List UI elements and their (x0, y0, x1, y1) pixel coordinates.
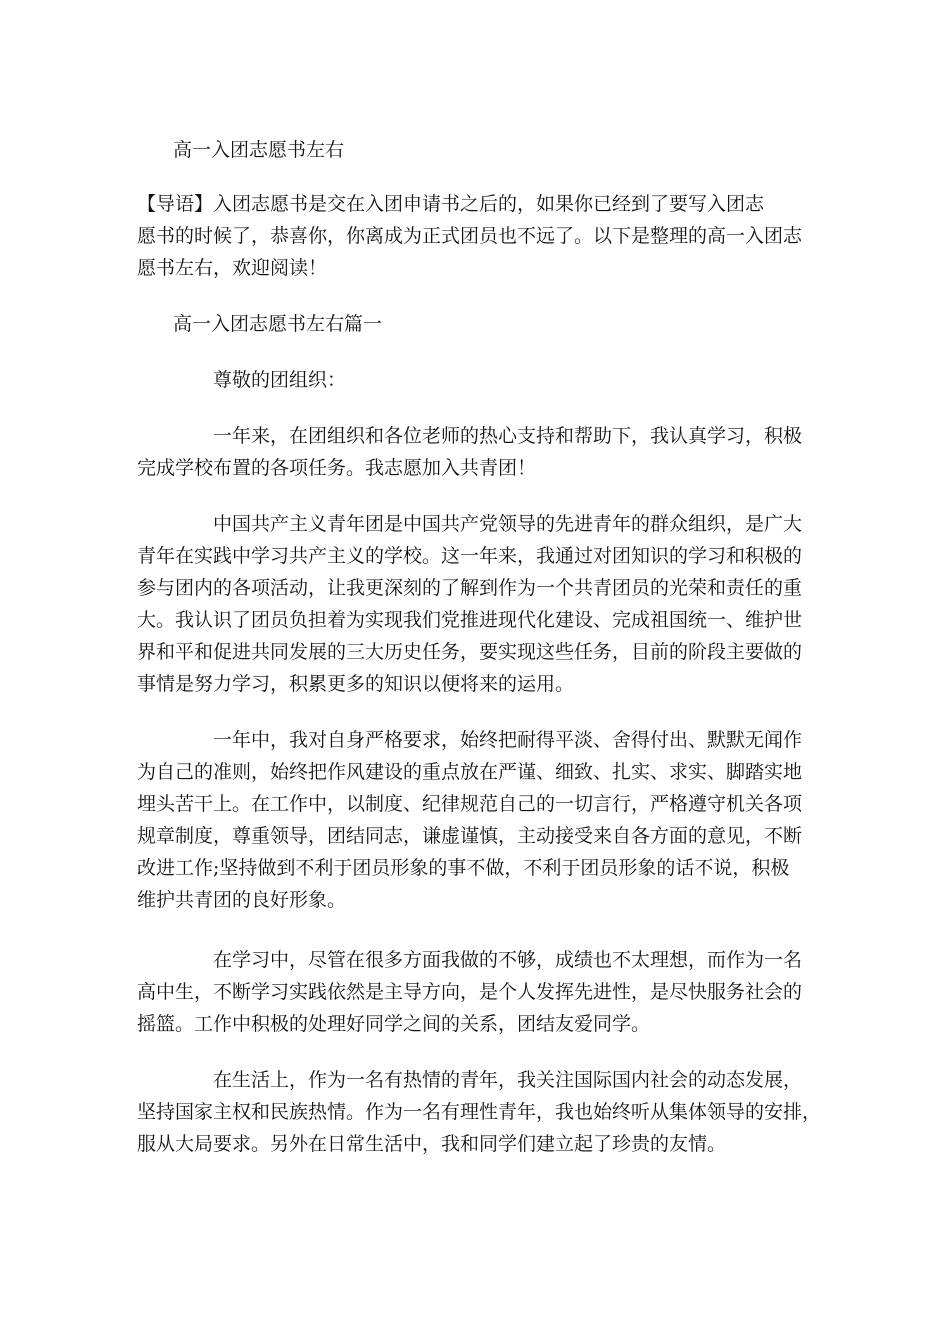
paragraph-line: 完成学校布置的各项任务。我志愿加入共青团！ (137, 457, 537, 479)
paragraph-line: 高中生，不断学习实践依然是主导方向，是个人发挥先进性，是尽快服务社会的 (137, 981, 803, 1003)
paragraph-line: 大。我认识了团员负担着为实现我们党推进现代化建设、完成祖国统一、维护世 (137, 609, 803, 631)
paragraph-line: 中国共产主义青年团是中国共产党领导的先进青年的群众组织，是广大 (213, 513, 803, 535)
paragraph-line: 一年来，在团组织和各位老师的热心支持和帮助下，我认真学习，积极 (213, 425, 803, 447)
paragraph-line: 改进工作;坚持做到不利于团员形象的事不做，不利于团员形象的话不说，积极 (137, 857, 790, 879)
body-paragraph-2 (137, 508, 827, 700)
section-title (137, 308, 827, 340)
paragraph-line: 青年在实践中学习共产主义的学校。这一年来，我通过对团知识的学习和积极的 (137, 545, 803, 567)
body-paragraph-3 (137, 724, 827, 916)
paragraph-line: 事情是努力学习，积累更多的知识以便将来的运用。 (137, 673, 575, 695)
body-paragraph-5 (137, 1064, 827, 1160)
paragraph-line: 埋头苦干上。在工作中，以制度、纪律规范自己的一切言行，严格遵守机关各项 (137, 793, 803, 815)
paragraph-line: 界和平和促进共同发展的三大历史任务，要实现这些任务，目前的阶段主要做的 (137, 641, 803, 663)
intro-line: 愿书的时候了，恭喜你，你离成为正式团员也不远了。以下是整理的高一入团志 (137, 225, 803, 247)
paragraph-line: 在生活上，作为一名有热情的青年，我关注国际国内社会的动态发展， (213, 1069, 803, 1091)
body-paragraph-1 (137, 420, 827, 484)
salutation (137, 364, 827, 396)
document-title (137, 134, 827, 166)
intro-paragraph (137, 188, 827, 284)
paragraph-line: 一年中，我对自身严格要求，始终把耐得平淡、舍得付出、默默无闻作 (213, 729, 803, 751)
paragraph-line: 摇篮。工作中积极的处理好同学之间的关系，团结友爱同学。 (137, 1013, 651, 1035)
body-paragraph-4 (137, 944, 827, 1040)
intro-line: 愿书左右，欢迎阅读！ (137, 257, 328, 279)
paragraph-line: 维护共青团的良好形象。 (137, 889, 347, 911)
paragraph-line: 服从大局要求。另外在日常生活中，我和同学们建立起了珍贵的友情。 (137, 1133, 727, 1155)
intro-line: 【导语】入团志愿书是交在入团申请书之后的，如果你已经到了要写入团志 (137, 193, 765, 215)
section-title-line: 高一入团志愿书左右篇一 (173, 313, 383, 335)
paragraph-line: 坚持国家主权和民族热情。作为一名有理性青年，我也始终听从集体领导的安排， (137, 1101, 822, 1123)
title-line: 高一入团志愿书左右 (173, 139, 345, 161)
paragraph-line: 在学习中，尽管在很多方面我做的不够，成绩也不太理想，而作为一名 (213, 949, 803, 971)
paragraph-line: 规章制度，尊重领导，团结同志，谦虚谨慎，主动接受来自各方面的意见，不断 (137, 825, 803, 847)
paragraph-line: 为自己的准则，始终把作风建设的重点放在严谨、细致、扎实、求实、脚踏实地 (137, 761, 803, 783)
salutation-line: 尊敬的团组织： (213, 369, 347, 391)
paragraph-line: 参与团内的各项活动，让我更深刻的了解到作为一个共青团员的光荣和责任的重 (137, 577, 803, 599)
